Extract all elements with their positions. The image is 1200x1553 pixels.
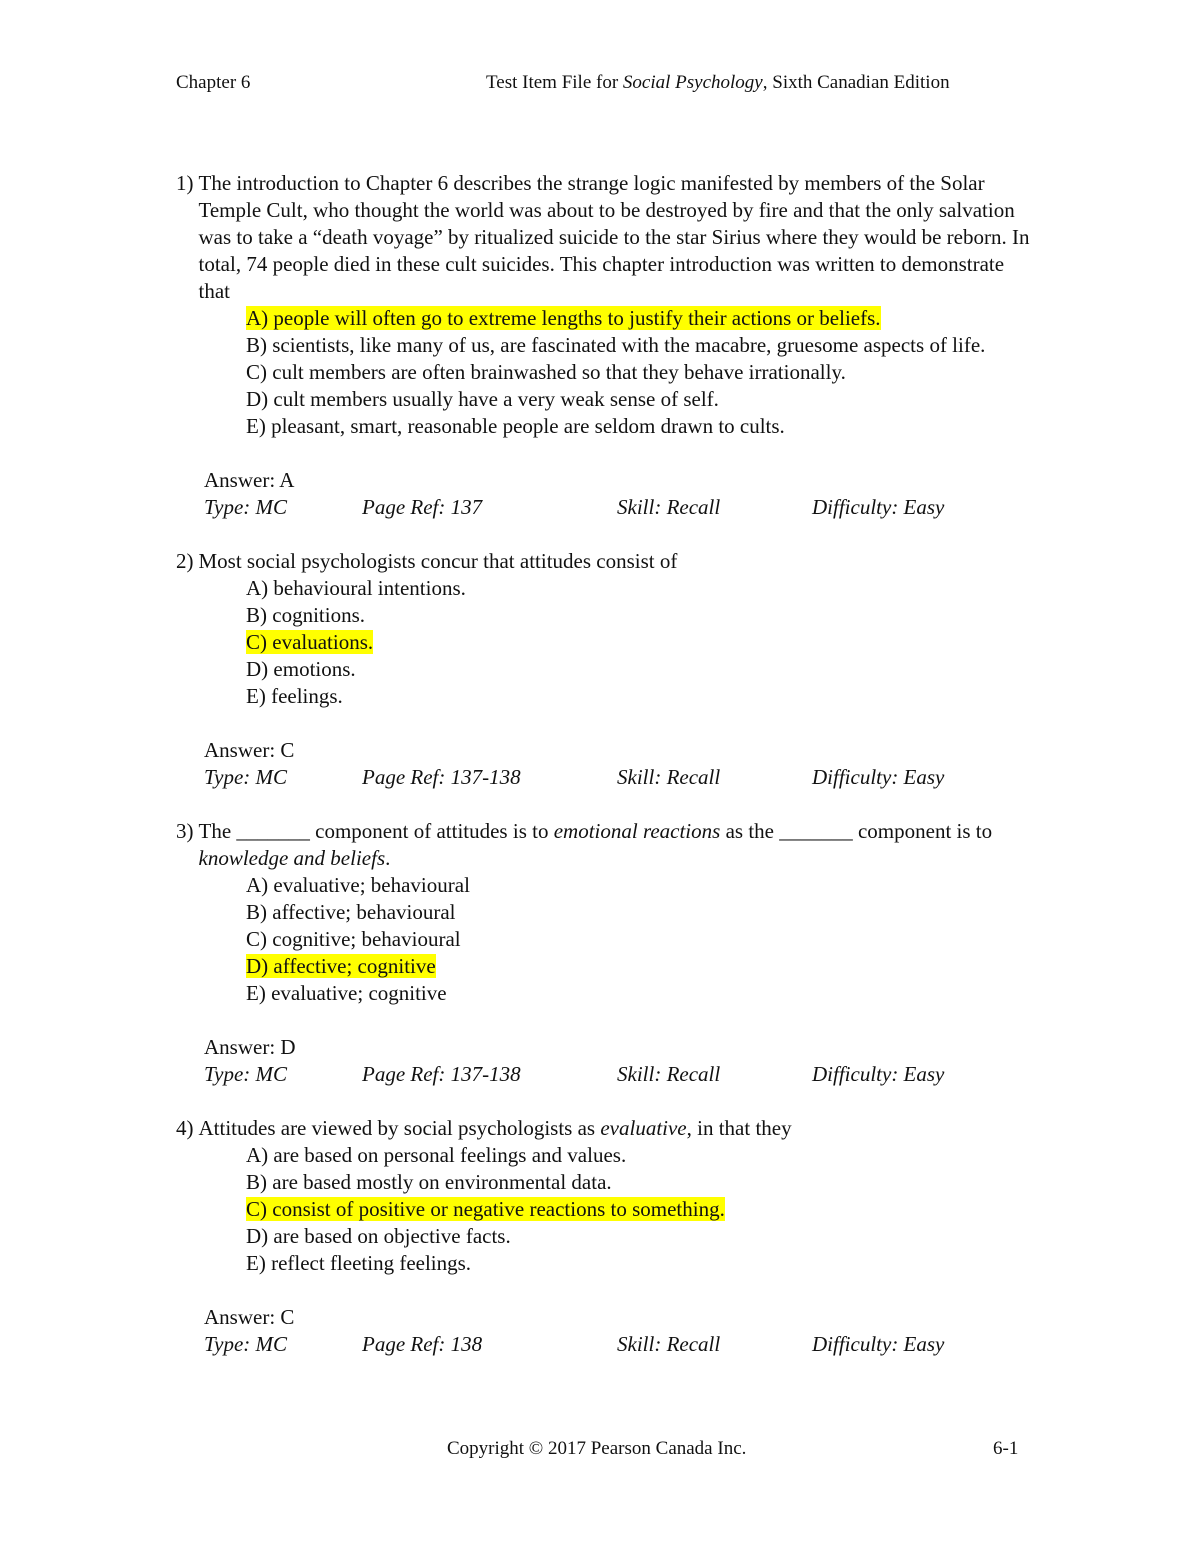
option-text: B) affective; behavioural — [246, 900, 456, 924]
option-text: D) affective; cognitive — [246, 954, 436, 978]
answer-option — [246, 332, 1036, 359]
option-text: C) cult members are often brainwashed so that they behave irrationally. — [246, 360, 846, 384]
answer-option — [246, 602, 1036, 629]
skill-level: Skill: Recall — [617, 1062, 721, 1086]
option-text: A) people will often go to extreme lengths to justify their actions or beliefs. — [246, 306, 881, 330]
answer-options — [246, 575, 1036, 710]
answer-option — [246, 980, 1036, 1007]
answer-option — [246, 413, 1036, 440]
answer-key: Answer: A — [204, 468, 295, 492]
question-stem — [176, 170, 1036, 305]
page-reference: Page Ref: 137 — [362, 495, 483, 519]
answer-option — [246, 386, 1036, 413]
header-title-suffix: , Sixth Canadian Edition — [762, 72, 950, 93]
question-text-emphasis: evaluative — [600, 1116, 687, 1140]
option-text: E) evaluative; cognitive — [246, 981, 447, 1005]
question-stem — [176, 1115, 1036, 1142]
question-text-segment: The _______ component of attitudes is to — [198, 819, 554, 843]
option-text: C) consist of positive or negative reactions to something. — [246, 1197, 725, 1221]
question-text-segment: Attitudes are viewed by social psychologists as — [198, 1116, 601, 1140]
question-text — [199, 1115, 1037, 1142]
copyright-footer: Copyright © 2017 Pearson Canada Inc. — [447, 1438, 747, 1459]
answer-option — [246, 899, 1036, 926]
answer-option — [246, 1169, 1036, 1196]
answer-option-correct — [246, 953, 1036, 980]
option-text: E) feelings. — [246, 684, 343, 708]
option-text: D) cult members usually have a very weak sense of self. — [246, 387, 719, 411]
question-item — [176, 548, 1036, 791]
question-item — [176, 818, 1036, 1088]
question-stem — [176, 548, 1036, 575]
question-number: 3) — [176, 819, 194, 843]
answer-options — [246, 872, 1036, 1007]
difficulty-level: Difficulty: Easy — [812, 1062, 945, 1086]
header-title-prefix: Test Item File for — [486, 72, 623, 93]
question-number: 1) — [176, 171, 194, 195]
question-number: 2) — [176, 549, 194, 573]
answer-option — [246, 1250, 1036, 1277]
page-reference: Page Ref: 137-138 — [362, 765, 521, 789]
option-text: A) are based on personal feelings and values. — [246, 1143, 627, 1167]
question-type: Type: MC — [204, 495, 288, 519]
question-text-segment: Most social psychologists concur that attitudes consist of — [198, 549, 678, 573]
question-text-segment: . — [385, 846, 391, 870]
question-metadata — [204, 494, 1036, 521]
answer-key: Answer: C — [204, 738, 295, 762]
question-text-segment: as the _______ component is to — [720, 819, 993, 843]
question-type: Type: MC — [204, 1062, 288, 1086]
answer-option — [246, 359, 1036, 386]
page-reference: Page Ref: 138 — [362, 1332, 483, 1356]
question-metadata — [204, 1331, 1036, 1358]
answer-option-correct — [246, 305, 1036, 332]
skill-level: Skill: Recall — [617, 495, 721, 519]
question-text — [199, 170, 1037, 305]
option-text: D) are based on objective facts. — [246, 1224, 511, 1248]
answer-option — [246, 575, 1036, 602]
question-type: Type: MC — [204, 765, 288, 789]
option-text: C) evaluations. — [246, 630, 374, 654]
answer-key: Answer: C — [204, 1305, 295, 1329]
question-text — [199, 548, 1037, 575]
answer-option-correct — [246, 1196, 1036, 1223]
question-item — [176, 1115, 1036, 1358]
question-type: Type: MC — [204, 1332, 288, 1356]
header-book-title: Social Psychology — [622, 72, 763, 93]
option-text: C) cognitive; behavioural — [246, 927, 461, 951]
option-text: A) evaluative; behavioural — [246, 873, 470, 897]
running-header-title — [486, 72, 950, 94]
answer-option — [246, 683, 1036, 710]
question-text-emphasis: knowledge and beliefs — [198, 846, 386, 870]
option-text: B) are based mostly on environmental data. — [246, 1170, 612, 1194]
question-item — [176, 170, 1036, 521]
answer-options — [246, 1142, 1036, 1277]
option-text: D) emotions. — [246, 657, 356, 681]
answer-option — [246, 1223, 1036, 1250]
answer-option — [246, 656, 1036, 683]
page-reference: Page Ref: 137-138 — [362, 1062, 521, 1086]
question-text — [199, 818, 1037, 872]
answer-option — [246, 872, 1036, 899]
skill-level: Skill: Recall — [617, 765, 721, 789]
option-text: A) behavioural intentions. — [246, 576, 466, 600]
question-number: 4) — [176, 1116, 194, 1140]
answer-option — [246, 926, 1036, 953]
option-text: B) scientists, like many of us, are fascinated with the macabre, gruesome aspects of life. — [246, 333, 986, 357]
option-text: E) reflect fleeting feelings. — [246, 1251, 472, 1275]
question-list — [176, 170, 1036, 1385]
answer-option-correct — [246, 629, 1036, 656]
difficulty-level: Difficulty: Easy — [812, 765, 945, 789]
answer-option — [246, 1142, 1036, 1169]
question-text-emphasis: emotional reactions — [553, 819, 721, 843]
question-text-segment: , in that they — [686, 1116, 792, 1140]
answer-options — [246, 305, 1036, 440]
difficulty-level: Difficulty: Easy — [812, 495, 945, 519]
answer-key: Answer: D — [204, 1035, 296, 1059]
question-metadata — [204, 764, 1036, 791]
question-metadata — [204, 1061, 1036, 1088]
difficulty-level: Difficulty: Easy — [812, 1332, 945, 1356]
page-number: 6-1 — [993, 1438, 1019, 1459]
question-text-segment: The introduction to Chapter 6 describes the strange logic manifested by members of the Solar Temple Cult, who thought the world was about to be destroyed by fire and that the only salvation was to take a “death voyage” by ritualized suicide to the star Sirius where they would be reborn. In total, 74 people died in these cult suicides. This chapter introduction was written to demonstrate that — [198, 171, 1030, 303]
option-text: B) cognitions. — [246, 603, 365, 627]
option-text: E) pleasant, smart, reasonable people are seldom drawn to cults. — [246, 414, 785, 438]
running-header-chapter: Chapter 6 — [176, 72, 251, 93]
question-stem — [176, 818, 1036, 872]
skill-level: Skill: Recall — [617, 1332, 721, 1356]
